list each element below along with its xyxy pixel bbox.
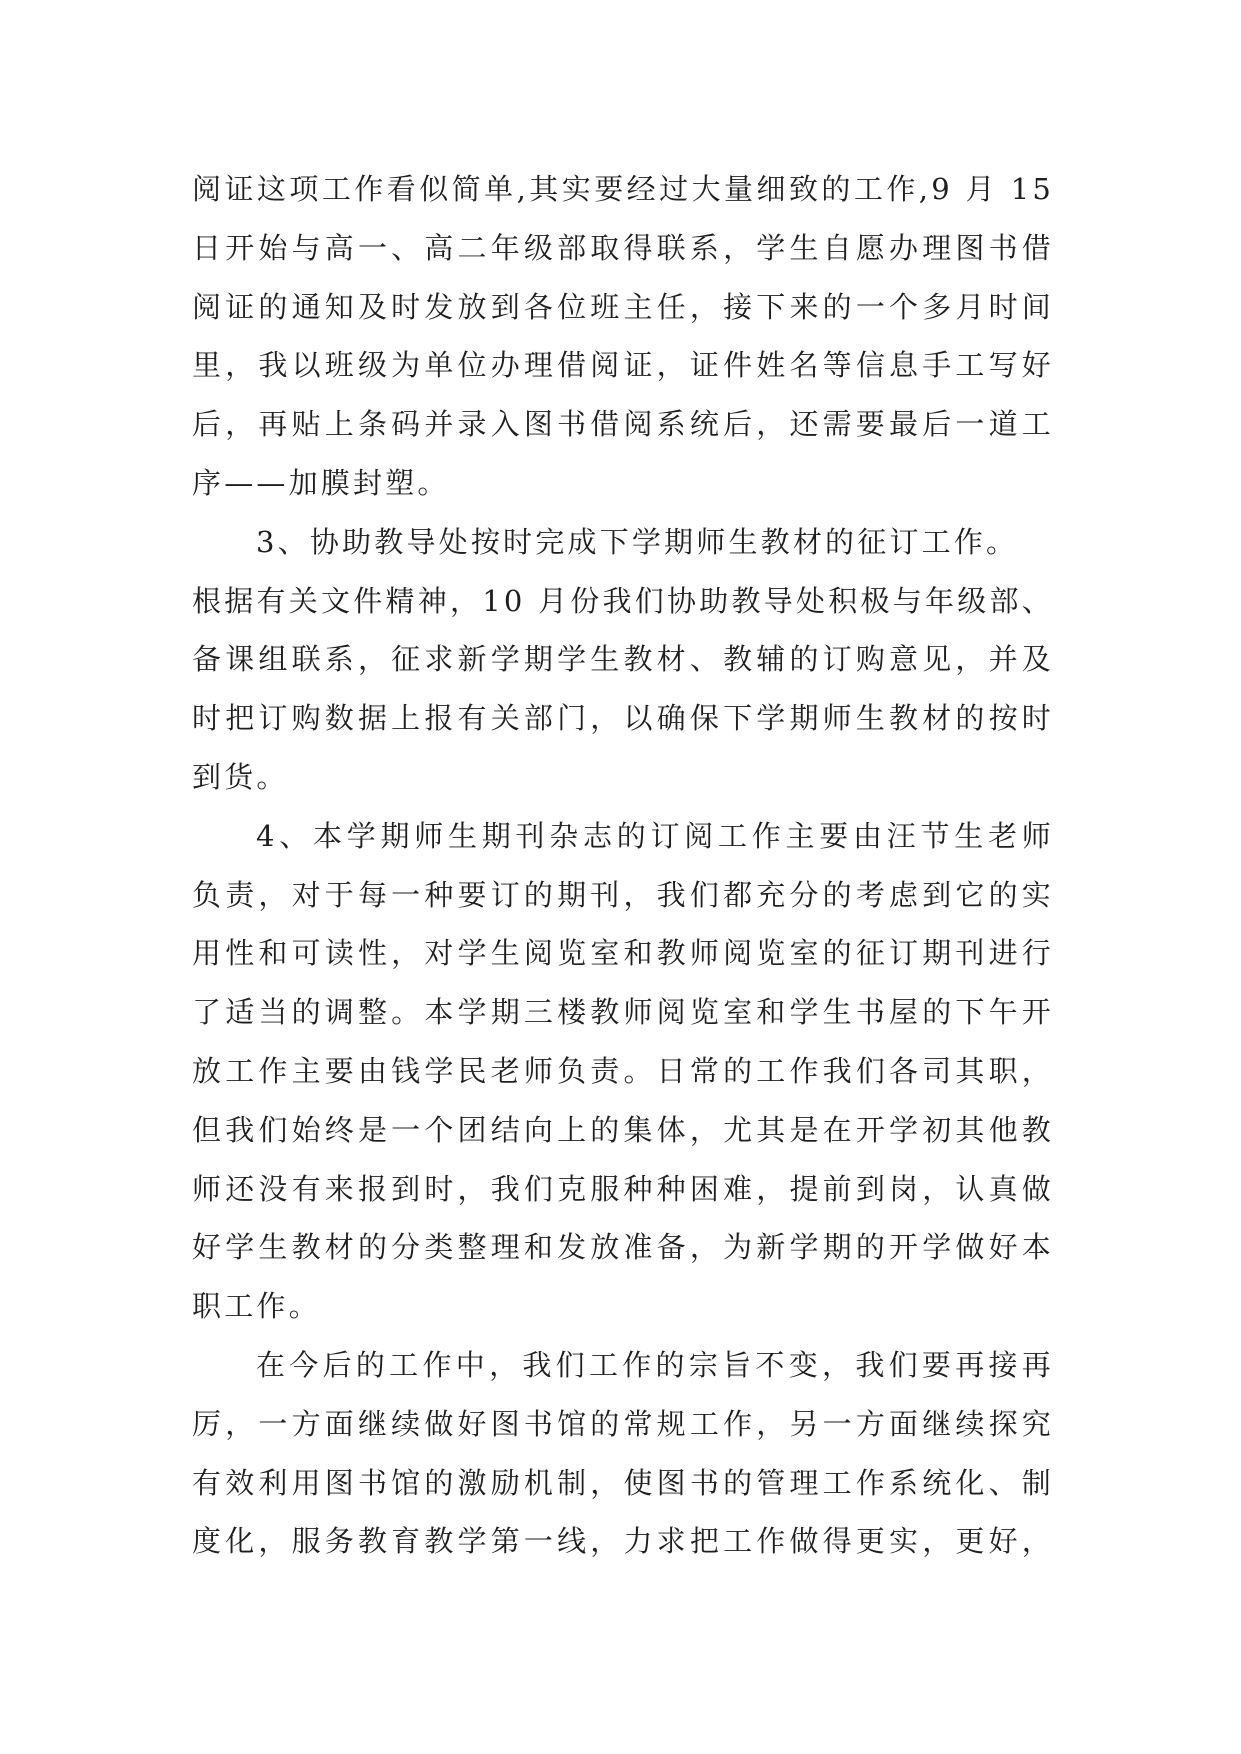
text-line: 序——加膜封塑。 [192,465,450,500]
text-line: 度化，服务教育教学第一线，力求把工作做得更实，更好， [192,1524,1054,1559]
text-line: 到货。 [192,759,289,794]
text-line: 厉，一方面继续做好图书馆的常规工作，另一方面继续探究 [192,1406,1054,1441]
text-line: 负责，对于每一种要订的期刊，我们都充分的考虑到它的实 [192,877,1054,912]
paragraph-future-work [192,1336,1054,1571]
text-line: 后，再贴上条码并录入图书借阅系统后，还需要最后一道工 [192,407,1054,442]
document-body [192,160,1054,1571]
text-line: 3、协助教导处按时完成下学期师生教材的征订工作。 [256,524,1019,559]
text-line: 但我们始终是一个团结向上的集体，尤其是在开学初其他教 [192,1112,1054,1147]
text-line: 阅证这项工作看似简单,其实要经过大量细致的工作,9 月 15 [192,172,1054,206]
paragraph-periodicals [192,807,1054,1336]
text-line: 根据有关文件精神，10 月份我们协助教导处积极与年级部、 [192,583,1054,618]
text-line: 日开始与高一、高二年级部取得联系，学生自愿办理图书借 [192,230,1054,265]
text-line: 备课组联系，征求新学期学生教材、教辅的订购意见，并及 [192,642,1054,677]
text-line: 时把订购数据上报有关部门，以确保下学期师生教材的按时 [192,701,1054,736]
text-line: 职工作。 [192,1289,321,1324]
text-line: 了适当的调整。本学期三楼教师阅览室和学生书屋的下午开 [192,995,1054,1030]
paragraph-library-card [192,160,1054,513]
text-line: 放工作主要由钱学民老师负责。日常的工作我们各司其职， [192,1053,1054,1088]
text-line: 用性和可读性，对学生阅览室和教师阅览室的征订期刊进行 [192,936,1054,971]
text-line: 里，我以班级为单位办理借阅证，证件姓名等信息手工写好 [192,348,1054,383]
text-line: 好学生教材的分类整理和发放准备，为新学期的开学做好本 [192,1230,1054,1265]
text-line: 4、本学期师生期刊杂志的订阅工作主要由汪节生老师 [256,818,1054,853]
text-line: 阅证的通知及时发放到各位班主任，接下来的一个多月时间 [192,289,1054,324]
text-line: 在今后的工作中，我们工作的宗旨不变，我们要再接再 [256,1347,1054,1382]
text-line: 师还没有来报到时，我们克服种种困难，提前到岗，认真做 [192,1171,1054,1206]
text-line: 有效利用图书馆的激励机制，使图书的管理工作系统化、制 [192,1465,1054,1500]
paragraph-textbook-ordering [192,513,1054,807]
